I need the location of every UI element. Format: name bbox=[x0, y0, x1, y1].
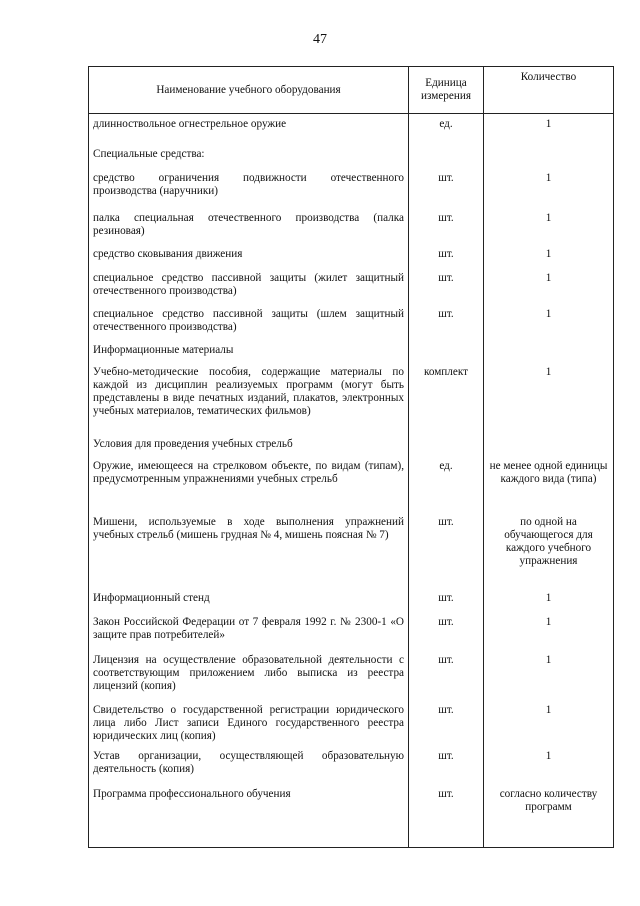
cell-quantity: 1 bbox=[484, 172, 614, 212]
page-number: 47 bbox=[313, 32, 327, 47]
cell-unit bbox=[409, 344, 484, 366]
cell-unit: шт. bbox=[409, 654, 484, 704]
cell-quantity: 1 bbox=[484, 704, 614, 750]
cell-name: Учебно-методические пособия, содержащие материалы по каждой из дисциплин реализуемых программ (могут быть представлены в виде печатных изданий, плакатов, электронных учебных материалов, тематических фильмов) bbox=[89, 366, 409, 438]
cell-quantity bbox=[484, 148, 614, 172]
cell-name: специальное средство пассивной защиты (шлем защитный отечественного производства) bbox=[89, 308, 409, 344]
cell-quantity bbox=[484, 438, 614, 460]
cell-quantity: 1 bbox=[484, 248, 614, 272]
table-row bbox=[89, 272, 614, 308]
cell-name: длинноствольное огнестрельное оружие bbox=[89, 114, 409, 148]
cell-unit: шт. bbox=[409, 516, 484, 592]
cell-unit: шт. bbox=[409, 272, 484, 308]
cell-quantity: 1 bbox=[484, 212, 614, 248]
cell-name: средство ограничения подвижности отечественного производства (наручники) bbox=[89, 172, 409, 212]
cell-name: Закон Российской Федерации от 7 февраля 1992 г. № 2300-1 «О защите прав потребителей» bbox=[89, 616, 409, 654]
table-row bbox=[89, 114, 614, 148]
table-header-row bbox=[89, 67, 614, 114]
cell-quantity: не менее одной единицы каждого вида (типа) bbox=[484, 460, 614, 516]
cell-name: Оружие, имеющееся на стрелковом объекте, по видам (типам), предусмотренным упражнениями учебных стрельб bbox=[89, 460, 409, 516]
cell-name: специальное средство пассивной защиты (жилет защитный отечественного производства) bbox=[89, 272, 409, 308]
cell-name: Устав организации, осуществляющей образовательную деятельность (копия) bbox=[89, 750, 409, 788]
cell-quantity: 1 bbox=[484, 366, 614, 438]
cell-quantity: 1 bbox=[484, 114, 614, 148]
table-row bbox=[89, 750, 614, 788]
table-body bbox=[89, 114, 614, 848]
cell-quantity: 1 bbox=[484, 654, 614, 704]
cell-unit: ед. bbox=[409, 114, 484, 148]
cell-quantity: 1 bbox=[484, 750, 614, 788]
cell-unit: шт. bbox=[409, 308, 484, 344]
cell-unit: шт. bbox=[409, 248, 484, 272]
cell-unit: шт. bbox=[409, 704, 484, 750]
cell-name: Программа профессионального обучения bbox=[89, 788, 409, 848]
cell-unit: ед. bbox=[409, 460, 484, 516]
cell-name: Информационный стенд bbox=[89, 592, 409, 616]
table-row bbox=[89, 366, 614, 438]
table-row bbox=[89, 704, 614, 750]
cell-quantity: согласно количеству программ bbox=[484, 788, 614, 848]
cell-unit: шт. bbox=[409, 172, 484, 212]
cell-unit: шт. bbox=[409, 616, 484, 654]
cell-quantity: 1 bbox=[484, 616, 614, 654]
cell-name: средство сковывания движения bbox=[89, 248, 409, 272]
header-name: Наименование учебного оборудования bbox=[89, 67, 409, 114]
header-unit: Единица измерения bbox=[409, 67, 484, 114]
cell-unit: шт. bbox=[409, 212, 484, 248]
equipment-table bbox=[88, 66, 614, 848]
cell-unit: комплект bbox=[409, 366, 484, 438]
cell-name: Специальные средства: bbox=[89, 148, 409, 172]
cell-quantity: 1 bbox=[484, 272, 614, 308]
cell-name: Лицензия на осуществление образовательной деятельности с соответствующим приложением либо выписка из реестра лицензий (копия) bbox=[89, 654, 409, 704]
table-row bbox=[89, 654, 614, 704]
table-row bbox=[89, 308, 614, 344]
table-row bbox=[89, 460, 614, 516]
cell-quantity: по одной на обучающегося для каждого учебного упражнения bbox=[484, 516, 614, 592]
table-row bbox=[89, 592, 614, 616]
header-quantity: Количество bbox=[484, 67, 614, 114]
cell-unit: шт. bbox=[409, 592, 484, 616]
table-row bbox=[89, 788, 614, 848]
table-row bbox=[89, 344, 614, 366]
cell-unit: шт. bbox=[409, 788, 484, 848]
table-row bbox=[89, 516, 614, 592]
table-row bbox=[89, 438, 614, 460]
table-row bbox=[89, 212, 614, 248]
cell-quantity: 1 bbox=[484, 308, 614, 344]
cell-quantity bbox=[484, 344, 614, 366]
cell-name: Информационные материалы bbox=[89, 344, 409, 366]
cell-unit bbox=[409, 438, 484, 460]
table-row bbox=[89, 148, 614, 172]
table-row bbox=[89, 616, 614, 654]
cell-name: Свидетельство о государственной регистрации юридического лица либо Лист записи Единого государственного реестра юридических лиц (копия) bbox=[89, 704, 409, 750]
table-row bbox=[89, 172, 614, 212]
cell-quantity: 1 bbox=[484, 592, 614, 616]
table-row bbox=[89, 248, 614, 272]
cell-unit: шт. bbox=[409, 750, 484, 788]
cell-name: Условия для проведения учебных стрельб bbox=[89, 438, 409, 460]
cell-name: Мишени, используемые в ходе выполнения упражнений учебных стрельб (мишень грудная № 4, мишень поясная № 7) bbox=[89, 516, 409, 592]
cell-unit bbox=[409, 148, 484, 172]
cell-name: палка специальная отечественного производства (палка резиновая) bbox=[89, 212, 409, 248]
